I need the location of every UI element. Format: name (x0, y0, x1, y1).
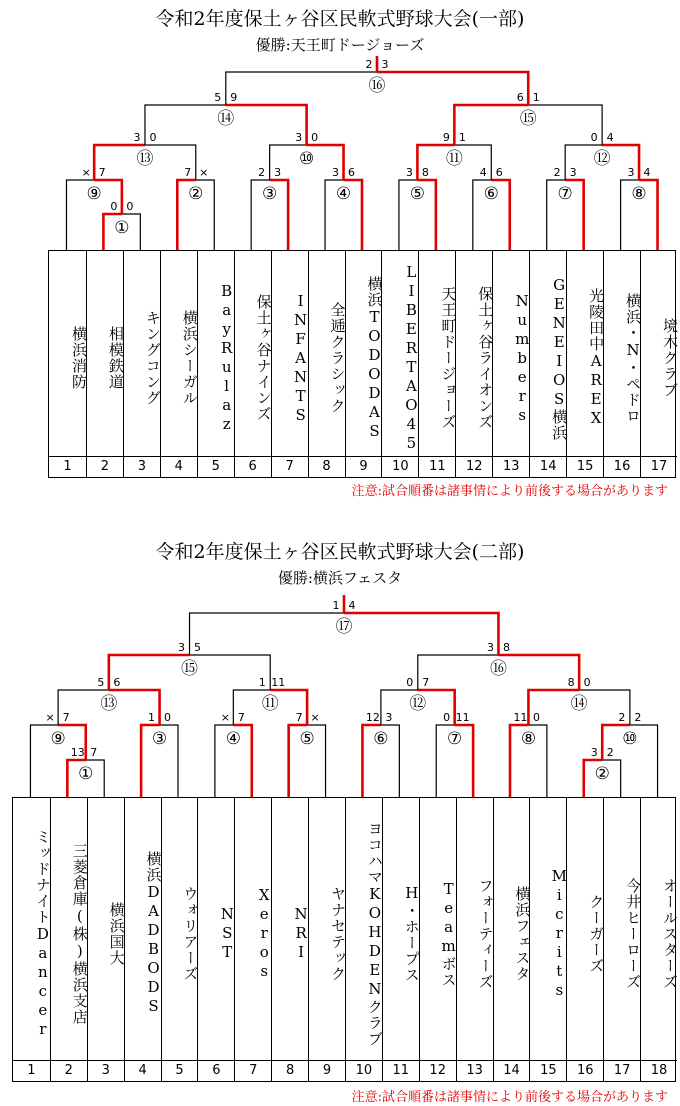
team-name: キングコング (143, 310, 162, 406)
team-name: Teamボス (439, 879, 458, 988)
team-cell (161, 798, 198, 1081)
team-number: 13 (457, 1060, 493, 1081)
game-number: ③ (151, 729, 168, 749)
team-number: 14 (494, 1060, 530, 1081)
team-name: 光陵田中AREX (587, 288, 606, 428)
team-name: 保土ヶ谷ナインズ (254, 294, 273, 422)
team-number: 2 (51, 1060, 87, 1081)
score-left: × (45, 711, 55, 724)
score-right: 8 (421, 166, 429, 179)
score-right: 2 (606, 746, 614, 759)
score-right: 6 (495, 166, 503, 179)
team-name: 横浜消防 (69, 326, 88, 390)
score-left: 3 (332, 166, 340, 179)
team-name: 横浜国大 (107, 901, 126, 966)
team-name: オールスターズ (660, 877, 679, 990)
score-right: 1 (532, 91, 540, 104)
team-number: 7 (272, 456, 308, 477)
score-left: 11 (513, 711, 528, 724)
team-name: ミッドナイトDancer (33, 828, 52, 1039)
team-number: 12 (456, 456, 492, 477)
game-number: ⑰ (335, 617, 353, 637)
team-number: 12 (420, 1060, 456, 1081)
score-right: 7 (422, 676, 430, 689)
team-number: 6 (198, 1060, 234, 1081)
score-left: 9 (442, 131, 450, 144)
score-left: 8 (567, 676, 575, 689)
team-number: 6 (235, 456, 271, 477)
game-number: ⑨ (50, 729, 66, 749)
score-left: 3 (627, 166, 635, 179)
team-name: H・ホープス (402, 884, 421, 983)
team-name: 横浜DADBODS (144, 851, 163, 1016)
game-number: ⑧ (631, 184, 647, 204)
team-name: LIBERTAO45 (402, 263, 421, 453)
game-number: ③ (262, 184, 278, 204)
game-number: ⑮ (181, 659, 199, 679)
team-name: フォーティーズ (476, 877, 495, 990)
team-number: 15 (567, 456, 603, 477)
game-number: ⑫ (593, 149, 611, 169)
team-name: 境木クラブ (660, 318, 679, 398)
div1-title: 令和2年度保土ヶ谷区民軟式野球大会(一部) (155, 8, 525, 30)
score-left: 3 (590, 746, 598, 759)
team-name: ウォリアーズ (181, 885, 200, 982)
score-left: × (81, 166, 91, 179)
game-number: ⑪ (261, 694, 279, 714)
team-cell (529, 798, 569, 1081)
game-number: ⑩ (298, 149, 315, 169)
team-number: 1 (49, 456, 86, 477)
score-left: 3 (486, 641, 494, 654)
team-name: NRI (292, 905, 311, 962)
team-cell (456, 798, 493, 1081)
team-name: Xeros (255, 886, 274, 981)
score-right: 11 (455, 711, 470, 724)
game-number: ① (78, 764, 94, 784)
score-right: 0 (149, 131, 157, 144)
game-number: ⑩ (622, 729, 638, 749)
score-left: × (220, 711, 230, 724)
team-cell (308, 798, 345, 1081)
team-cell (640, 798, 677, 1081)
score-right: 11 (271, 676, 286, 689)
score-left: 1 (258, 676, 266, 689)
team-number: 10 (382, 456, 418, 477)
team-cell (566, 798, 606, 1081)
team-name: 今井ヒーローズ (624, 877, 643, 990)
team-cell (197, 798, 237, 1081)
div2-note: 注意:試合順番は諸事情により前後する場合があります (351, 1090, 668, 1105)
game-number: ① (114, 218, 130, 238)
score-left: 2 (553, 166, 561, 179)
team-cell (87, 798, 124, 1081)
score-left: 2 (258, 166, 266, 179)
winner-path (344, 613, 498, 655)
game-number: ④ (335, 184, 352, 204)
team-cell (13, 798, 50, 1081)
score-left: 0 (110, 200, 118, 213)
team-name: Numbers (513, 291, 532, 425)
score-right: 0 (583, 676, 591, 689)
team-number: 5 (162, 1060, 198, 1081)
team-cell (603, 798, 643, 1081)
team-name: Micrits (550, 867, 569, 1000)
game-number: ⑭ (570, 694, 588, 714)
score-left: 3 (133, 131, 141, 144)
team-number: 4 (161, 456, 197, 477)
score-right: 3 (274, 166, 282, 179)
team-cell (382, 798, 419, 1081)
team-number: 17 (604, 1060, 640, 1081)
game-number: ⑯ (489, 659, 507, 679)
score-right: 0 (126, 200, 134, 213)
team-name: 相模鉄道 (106, 326, 125, 390)
game-number: ⑤ (409, 184, 426, 204)
team-name: NST (218, 905, 237, 962)
team-number: 13 (493, 456, 529, 477)
score-left: 1 (148, 711, 156, 724)
game-number: ⑦ (557, 184, 573, 204)
team-name: 全逓クラシック (328, 302, 347, 414)
score-right: 0 (532, 711, 540, 724)
score-right: 6 (113, 676, 121, 689)
team-name: クーガーズ (587, 893, 606, 974)
div2-team-table (12, 797, 679, 1082)
team-cell (419, 798, 456, 1081)
winner-path (109, 655, 190, 690)
score-left: 6 (516, 91, 524, 104)
score-right: 9 (230, 91, 238, 104)
score-right: 7 (90, 746, 98, 759)
game-number: ⑥ (483, 184, 499, 204)
game-number: ② (188, 184, 204, 204)
team-name: ヤナセテック (328, 885, 347, 982)
team-name: 三菱倉庫(株)横浜支店 (70, 842, 89, 1025)
score-right: 5 (194, 641, 202, 654)
team-number: 15 (530, 1060, 566, 1081)
score-left: 5 (214, 91, 222, 104)
div1-champion: 優勝:天王町ドージョーズ (255, 36, 425, 54)
game-number: ⑧ (520, 729, 537, 749)
team-number: 2 (87, 456, 123, 477)
score-right: 3 (381, 58, 389, 71)
game-number: ⑬ (100, 694, 118, 714)
game-number: ② (594, 764, 610, 784)
div1-note: 注意:試合順番は諸事情により前後する場合があります (351, 484, 668, 499)
game-number: ⑥ (373, 729, 389, 749)
game-number: ⑭ (217, 109, 235, 129)
score-right: 1 (458, 131, 466, 144)
div2-title: 令和2年度保土ヶ谷区民軟式野球大会(二部) (155, 541, 525, 563)
team-name: 横浜フェスタ (513, 885, 532, 982)
team-name: BayRulaz (217, 282, 236, 434)
score-right: 7 (98, 166, 106, 179)
score-left: 3 (295, 131, 303, 144)
score-right: 6 (348, 166, 356, 179)
score-left: 4 (479, 166, 487, 179)
score-right: × (199, 166, 209, 179)
team-cell (345, 798, 382, 1081)
score-left: 0 (443, 711, 451, 724)
score-right: 0 (164, 711, 172, 724)
team-number: 4 (125, 1060, 161, 1081)
score-right: 7 (62, 711, 70, 724)
game-number: ⑯ (368, 76, 386, 96)
team-name: 天王町ドージョーズ (439, 286, 458, 430)
team-cell (50, 798, 87, 1081)
team-number: 8 (309, 456, 345, 477)
team-name: 横浜・N・ペドロ (624, 292, 643, 424)
game-number: ⑮ (519, 109, 537, 129)
team-name: ヨコハマKOHDENクラブ (365, 820, 384, 1047)
team-cell (234, 798, 274, 1081)
score-right: 3 (569, 166, 577, 179)
game-number: ⑨ (86, 184, 102, 204)
div2-champion: 優勝:横浜フェスタ (277, 569, 403, 587)
team-name: GENEIOS横浜 (550, 275, 569, 441)
score-left: 0 (406, 676, 414, 689)
team-number: 3 (88, 1060, 124, 1081)
team-name: INFANTS (291, 291, 310, 425)
team-number: 8 (272, 1060, 308, 1081)
score-right: 7 (237, 711, 245, 724)
score-left: 7 (184, 166, 192, 179)
team-number: 9 (309, 1060, 345, 1081)
team-number: 11 (419, 456, 455, 477)
game-number: ⑬ (136, 149, 154, 169)
game-number: ⑤ (299, 729, 315, 749)
team-name: 保土ヶ谷ライオンズ (476, 286, 495, 430)
score-right: 2 (634, 711, 642, 724)
team-number: 10 (346, 1060, 382, 1081)
score-right: 4 (643, 166, 651, 179)
team-number: 16 (604, 456, 640, 477)
score-right: 3 (385, 711, 393, 724)
score-left: 12 (365, 711, 380, 724)
team-number: 17 (641, 456, 677, 477)
score-left: 5 (97, 676, 105, 689)
team-number: 16 (567, 1060, 603, 1081)
score-left: 0 (590, 131, 598, 144)
score-right: 4 (348, 599, 356, 612)
score-left: 1 (332, 599, 340, 612)
score-left: 7 (295, 711, 303, 724)
score-left: 13 (70, 746, 85, 759)
team-cell (124, 798, 161, 1081)
team-name: 横浜TODODAS (365, 275, 384, 441)
team-number: 14 (530, 456, 566, 477)
score-right: × (310, 711, 320, 724)
score-left: 3 (405, 166, 413, 179)
score-right: 0 (311, 131, 319, 144)
team-cell (493, 798, 530, 1081)
score-right: 4 (606, 131, 614, 144)
game-number: ⑫ (409, 694, 427, 714)
game-number: ⑪ (445, 149, 463, 169)
score-left: 2 (618, 711, 626, 724)
score-left: 3 (178, 641, 186, 654)
game-number: ⑦ (447, 729, 463, 749)
team-number: 11 (383, 1060, 419, 1081)
score-left: 2 (365, 58, 373, 71)
team-number: 5 (198, 456, 234, 477)
team-number: 3 (124, 456, 160, 477)
game-number: ④ (225, 729, 241, 749)
team-number: 9 (346, 456, 382, 477)
team-number: 18 (641, 1060, 677, 1081)
team-number: 7 (235, 1060, 271, 1081)
team-name: 横浜シーガル (180, 310, 199, 406)
team-number: 1 (13, 1060, 50, 1081)
team-cell (271, 798, 311, 1081)
score-right: 8 (502, 641, 510, 654)
